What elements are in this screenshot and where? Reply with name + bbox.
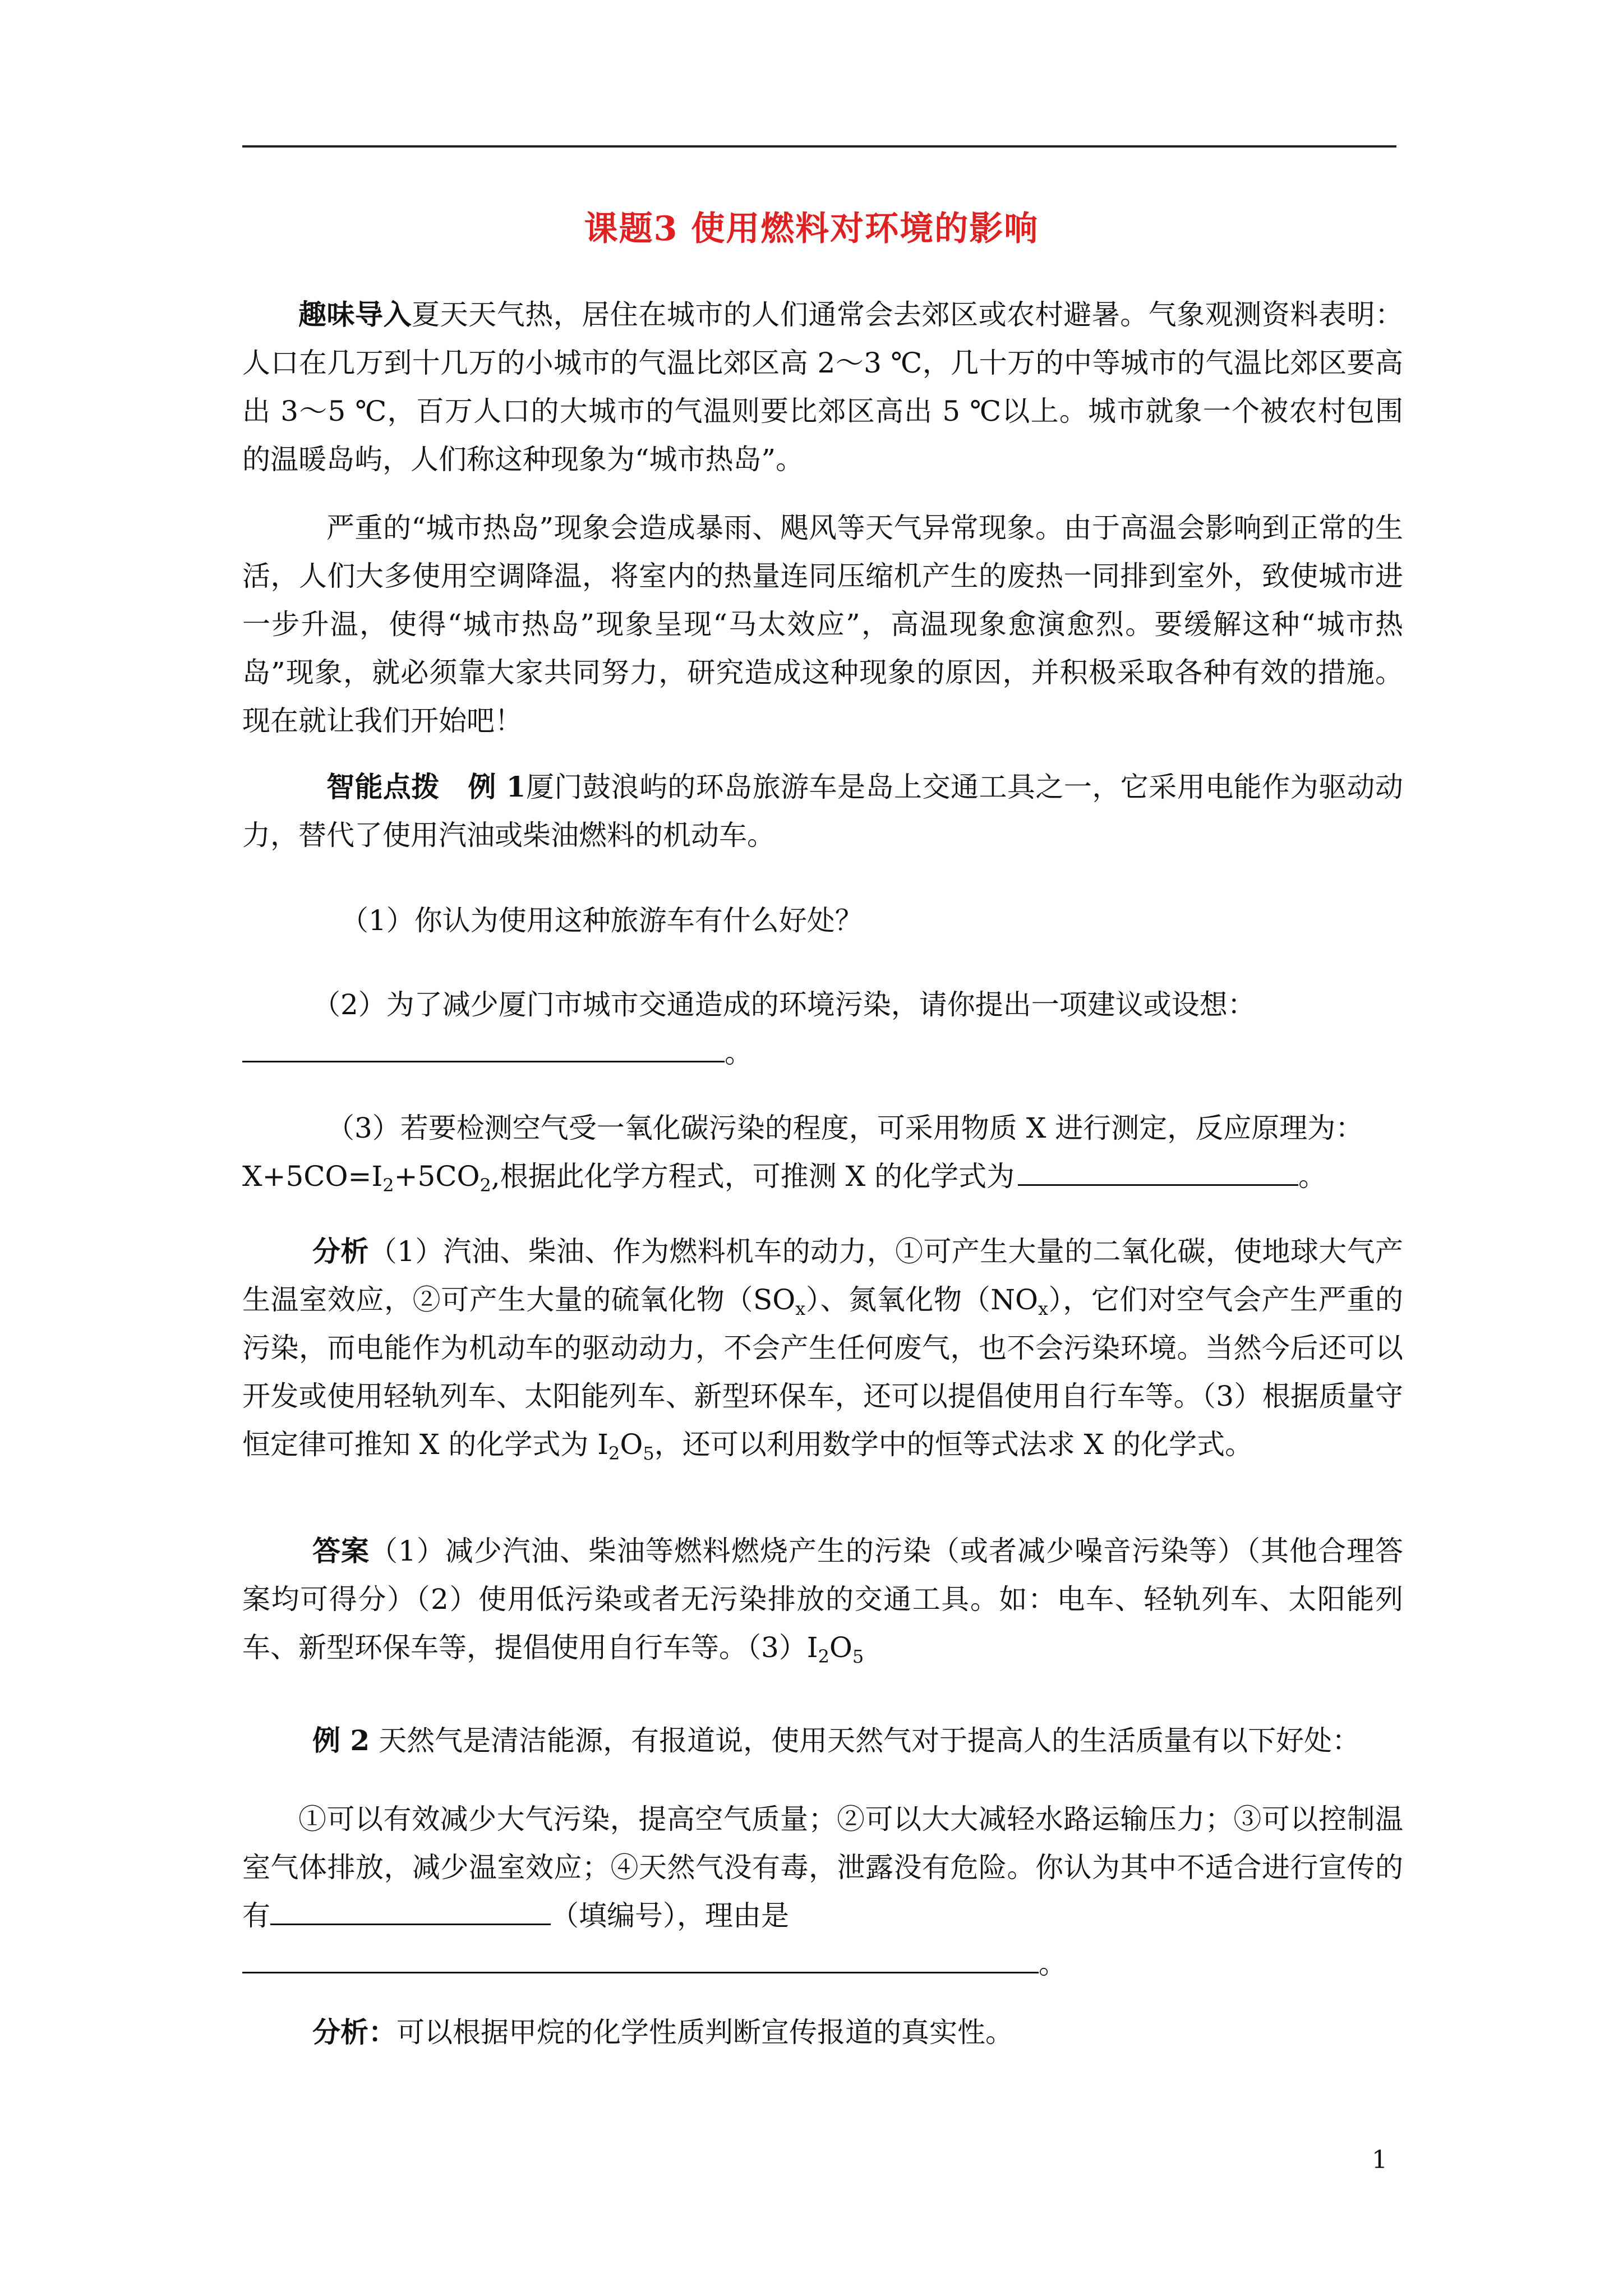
analysis1-text1: （1）汽油、柴油、作为燃料机车的动力，①可产生大量的二氧化碳，使地球大气产生温室效应，②可产生大量的硫氧化物（SO [242,1235,1404,1316]
example2-fill-hint: （填编号），理由是 [551,1899,789,1932]
example1-question3 [242,1104,1403,1200]
analysis1-sub2: x [1038,1298,1049,1319]
example2-label: 例 2 [312,1724,370,1757]
question3-text: （3）若要检测空气受一氧化碳污染的程度，可采用物质 X 进行测定，反应原理为： [326,1112,1364,1144]
page-number: 1 [1372,2146,1387,2174]
intro-label: 趣味导入 [298,298,412,331]
example2-end: 。 [1039,1948,1067,1980]
question2-text: （2）为了减少厦门市城市交通造成的环境污染，请你提出一项建议或设想： [312,988,1256,1021]
analysis1-paragraph [242,1227,1403,1469]
analysis1-sub3: 2 [608,1443,620,1464]
example2-options [242,1795,1403,1988]
question3-end: 。 [1298,1160,1327,1193]
intro-text: 夏天天气热，居住在城市的人们通常会去郊区或农村避暑。气象观测资料表明：人口在几万到十几万的小城市的气温比郊区高 2～3 ℃，几十万的中等城市的气温比郊区要高出 3～5 ℃，百万人口的大城市的气温则要比郊区高出 5 ℃以上。城市就象一个被农村包围的温暖岛屿，人们称这种现象为“城市热岛”。 [242,298,1404,476]
answer-blank-q3[interactable] [1018,1162,1298,1186]
answer1-label: 答案 [312,1534,370,1567]
analysis1-sub1: x [795,1298,806,1319]
analysis2-paragraph [242,2008,1403,2056]
answer-blank-example2-reason[interactable] [242,1949,1039,1973]
example1-question1 [242,896,1403,945]
answer-blank-example2-numbers[interactable] [270,1901,551,1925]
intro-paragraph [242,291,1403,484]
document-title: 课题3 使用燃料对环境的影响 [584,209,1039,249]
analysis2-label: 分析： [312,2016,396,2049]
equation-sub1: 2 [382,1175,394,1196]
answer-blank-q2[interactable] [242,1038,725,1062]
analysis1-label: 分析 [312,1235,369,1268]
analysis1-text4: O [620,1428,643,1461]
analysis1-text2: ）、氮氧化物（NO [805,1283,1038,1316]
analysis1-text3: ），它们对空气会产生严重的污染，而电能作为机动车的驱动动力，不会产生任何废气，也不会污染环境。当然今后还可以开发或使用轻轨列车、太阳能列车、新型环保车，还可以提倡使用自行车等。（3）根据质量守恒定律可推知 X 的化学式为 I [242,1283,1403,1461]
analysis1-sub4: 5 [643,1443,654,1464]
answer1-text1: （1）减少汽油、柴油等燃料燃烧产生的污染（或者减少噪音污染等）（其他合理答案均可得分）（2）使用低污染或者无污染排放的交通工具。如：电车、轻轨列车、太阳能列车、新型环保车等，提倡使用自行车等。（3）I [242,1535,1404,1664]
heat-island-paragraph [242,504,1403,745]
header-rule [242,145,1396,148]
analysis1-text5: ，还可以利用数学中的恒等式法求 X 的化学式。 [654,1428,1253,1461]
example1-label: 智能点拨 例 1 [326,770,526,803]
answer1-sub2: 5 [852,1646,864,1667]
example2-options-text: ①可以有效减少大气污染，提高空气质量；②可以大大减轻水路运输压力；③可以控制温室气体排放，减少温室效应；④天然气没有毒，泄露没有危险。你认为其中不适合进行宣传的有 [242,1803,1403,1932]
equation-part2: +5CO [394,1160,480,1193]
answer1-paragraph [242,1527,1403,1672]
question1-text: （1）你认为使用这种旅游车有什么好处？ [340,904,863,937]
example2-text: 天然气是清洁能源，有报道说，使用天然气对于提高人的生活质量有以下好处： [370,1724,1361,1757]
equation-part1: X+5CO=I [242,1160,383,1193]
example1-paragraph [242,763,1403,859]
analysis2-text: 可以根据甲烷的化学性质判断宣传报道的真实性。 [396,2016,1013,2049]
heat-island-text: 严重的“城市热岛”现象会造成暴雨、飓风等天气异常现象。由于高温会影响到正常的生活，人们大多使用空调降温，将室内的热量连同压缩机产生的废热一同排到室外，致使城市进一步升温，使得“城市热岛”现象呈现“马太效应”，高温现象愈演愈烈。要缓解这种“城市热岛”现象，就必须靠大家共同努力，研究造成这种现象的原因，并积极采取各种有效的措施。 现在就让我们开始吧！ [242,512,1403,737]
answer1-text2: O [829,1631,852,1664]
answer1-sub1: 2 [818,1646,829,1667]
question2-end: 。 [725,1037,753,1069]
equation-sub2: 2 [479,1175,491,1196]
example1-text: 厦门鼓浪屿的环岛旅游车是岛上交通工具之一，它采用电能作为驱动动力，替代了使用汽油或柴油燃料的机动车。 [242,771,1404,852]
equation-part3: ,根据此化学方程式，可推测 X 的化学式为 [491,1160,1015,1193]
example2-paragraph [242,1717,1403,1765]
example1-question2 [242,981,1403,1077]
